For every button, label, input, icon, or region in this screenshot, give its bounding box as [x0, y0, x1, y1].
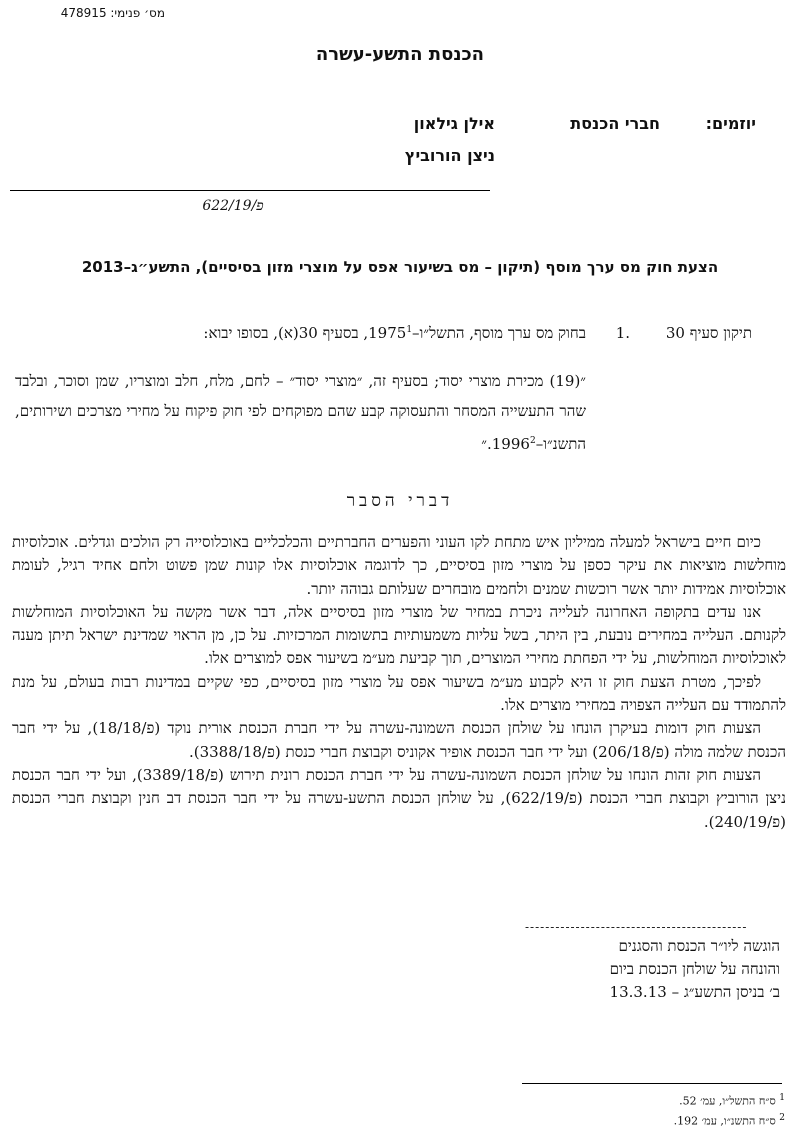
explanation-paragraph: כיום חיים בישראל למעלה ממיליון איש מתחת לקו העוני והפערים החברתיים והכלכליים באוכלוסייה רק הולכים וגדלים. אוכלוסיות מוחלשות מוציאות את עיקר כספן על מוצרי מזון בסיסיים, כך לדוגמה אוכלוסיות אלו קונות שמן פשוט ולחם אחיד רגיל, לעומת אוכלוסיות אמידות יותר אשר רוכשות שמנים ולחמים מובחרים שעלותם גבוהה יותר.: [12, 533, 786, 598]
explanation-title: דברי הסבר: [346, 491, 454, 511]
initiators-group: חברי הכנסת: [570, 114, 660, 133]
footnote-text: ס״ח התשל״ו, עמ׳ 52.: [679, 1094, 776, 1108]
submission-line: והונחה על שולחן הכנסת ביום: [609, 960, 780, 978]
knesset-heading: הכנסת התשע-עשרה: [315, 44, 485, 65]
footnote: [485, 1090, 785, 1110]
section-body-text: ״(19) מכירת מוצרי יסוד; בסעיף זה, ״מוצרי יסוד״ – לחם, מלח, חלב ומוצריו, שמן וסוכר, ובלבד שהר התעשייה המסחר והתעסוקה קבע שהם מפוקחים לפי חוק פיקוח על מחירי מצרכים ושירותים, התשנ״ו–1996: [15, 372, 586, 453]
section-intro: [20, 324, 586, 343]
initiators-label: יוזמים:: [705, 114, 756, 133]
submission-separator: --------------------------------------------: [525, 920, 748, 934]
explanation-paragraph: הצעות חוק דומות בעיקרן הונחו על שולחן הכנסת השמונה-עשרה על ידי חברת הכנסת אורית נוקד (פ/18/18), על ידי חבר הכנסת שלמה מולה (פ/206/18) ועל ידי חבר הכנסת אופיר אקוניס וקבוצת חברי כנסת (פ/3388/18).: [12, 719, 786, 761]
submission-line: ב׳ בניסן התשע״ג – 13.3.13: [609, 983, 780, 1001]
header-divider: [10, 190, 490, 191]
section-intro-text: , בסעיף 30(א), בסופו יבוא:: [203, 324, 369, 342]
footnote-text: ס״ח התשנ״ו, עמ׳ 192.: [673, 1114, 776, 1128]
section-number: 1.: [615, 324, 630, 342]
bill-title: הצעת חוק מס ערך מוסף (תיקון – מס בשיעור אפס על מוצרי מזון בסיסיים), התשע״ג–2013: [81, 258, 719, 276]
footnote: [485, 1110, 785, 1130]
section-body: [15, 366, 586, 459]
submission-line: הוגשה ליו״ר הכנסת והסגנים: [618, 937, 780, 955]
submission-note: [500, 935, 780, 1004]
internal-number: מס׳ פנימי: 478915: [60, 6, 165, 20]
footnote-ref: 2: [529, 436, 536, 446]
footnote-divider: [522, 1083, 782, 1084]
initiator-member: ניצן הורוביץ: [404, 146, 495, 165]
section-label: תיקון סעיף 30: [665, 324, 752, 342]
footnote-number: 1: [779, 1093, 785, 1103]
footnotes: [485, 1090, 785, 1129]
explanation-paragraph: אנו עדים בתקופה האחרונה לעלייה ניכרת במחיר של מוצרי מזון בסיסיים אלה, דבר אשר מקשה על האוכלוסיות המוחלשות לקנותם. העלייה במחירים נובעת, בין היתר, בשל עליות משמעותיות בתשומות המרכזיות. על כן, מן הראוי שמדינת ישראל תיתן מענה לאוכלוסיות המוחלשות, על ידי הפחתת מחירי המוצרים, תוך קביעת מע״מ בשיעור אפס למוצרים אלו.: [12, 602, 786, 668]
footnote-ref: 1: [406, 325, 413, 335]
initiator-member: אילן גילאון: [413, 114, 495, 133]
footnote-number: 2: [779, 1112, 785, 1123]
section-intro-text: בחוק מס ערך מוסף, התשל״ו–1975: [368, 324, 586, 342]
section-body-end: .״: [481, 435, 492, 453]
bill-number: פ/622/19: [202, 198, 264, 214]
explanation-paragraph: לפיכך, מטרת הצעת חוק זו היא לקבוע מע״מ בשיעור אפס על מוצרי מזון בסיסיים, כפי שקיים במדינות רבות בעולם, על מנת להתמודד עם העלייה הצפויה במחירי מוצרים אלו.: [12, 672, 786, 715]
explanation-body: [12, 531, 786, 834]
explanation-paragraph: הצעות חוק זהות הונחו על שולחן הכנסת השמונה-עשרה על ידי חברת הכנסת רונית תירוש (פ/3389/18), ועל ידי חבר הכנסת ניצן הורוביץ וקבוצת חברי הכנסת (פ/622/19), על שולחן הכנסת התשע-עשרה על ידי חבר הכנסת דב חנין וקבוצת חברי הכנסת (פ/240/19).: [12, 765, 786, 831]
